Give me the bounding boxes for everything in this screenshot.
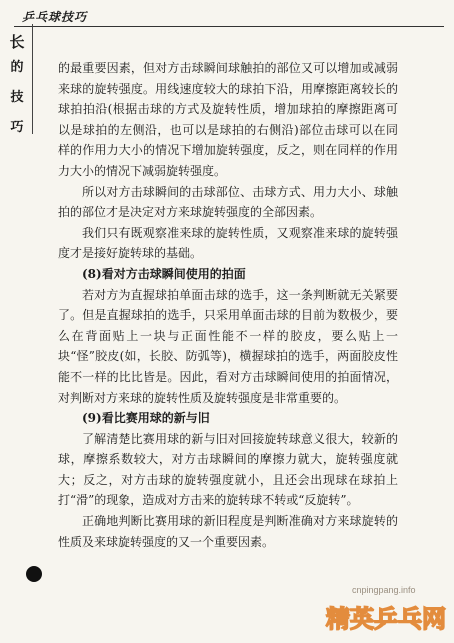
paragraph: 正确地判断比赛用球的新旧程度是判断准确对方来球旋转的性质及来球旋转强度的又一个重要因素。	[58, 514, 398, 549]
paragraph: 了解清楚比赛用球的新与旧对回接旋转球意义很大，较新的球，摩擦系数较大，对方击球瞬间的摩擦力就大，旋转强度就大；反之，对方击球的旋转强度就小，且还会出现球在球拍上打“滑”的现象，造成对方击来的旋转球不转或“反旋转”。	[58, 431, 398, 508]
paragraph: 的最重要因素，但对方击球瞬间球触拍的部位又可以增加或减弱来球的旋转强度。用线速度较大的球拍下沿，用摩擦距离较长的球拍拍沿(根据击球的方式及旋转性质，增加球拍的摩擦距离可以是球拍的左侧沿，也可以是球拍的右侧沿)部位击球可以在同样的作用力大小的情况下增加旋转强度，反之，则在同样的作用力大小的情况下减弱旋转强度。	[58, 61, 398, 178]
book-title: 乒乓球技巧	[22, 10, 88, 24]
running-header	[14, 4, 434, 32]
header-rule	[14, 26, 444, 27]
side-divider-line	[32, 24, 33, 134]
watermark-logo-text: 精英乒乓网	[326, 606, 446, 633]
paragraph: 若对方为直握球拍单面击球的选手，这一条判断就无关紧要了。但是直握球拍的选手，只采用单面击球的目前为数极少，要么在背面贴上一块与正面性能不一样的胶皮，要么贴上一块“怪”胶皮(如，长胶、防弧等)，横握球拍的选手，两面胶皮性能不一样的比比皆是。因此，看对方击球瞬间使用的拍面情况，对判断对方来球的旋转性质及旋转强度是非常重要的。	[58, 287, 398, 405]
section-heading: (8)看对方击球瞬间使用的拍面	[82, 266, 246, 281]
side-char: 的	[10, 60, 24, 75]
watermark-url: cnpingpang.info	[352, 585, 416, 595]
side-char: 长	[9, 33, 25, 51]
page-body	[58, 58, 398, 552]
section-heading: (9)看比赛用球的新与旧	[82, 411, 210, 426]
side-char: 巧	[10, 120, 24, 135]
paragraph: 我们只有既观察准来球的旋转性质，又观察准来球的旋转强度才是接好旋转球的基础。	[58, 225, 398, 261]
paragraph: 所以对方击球瞬间的击球部位、击球方式、用力大小、球触拍的部位才是决定对方来球旋转强度的全部因素。	[58, 184, 398, 220]
side-char: 技	[10, 90, 24, 105]
side-tab	[6, 34, 28, 150]
watermark-logo	[324, 596, 450, 636]
page-marker-circle	[26, 566, 42, 582]
